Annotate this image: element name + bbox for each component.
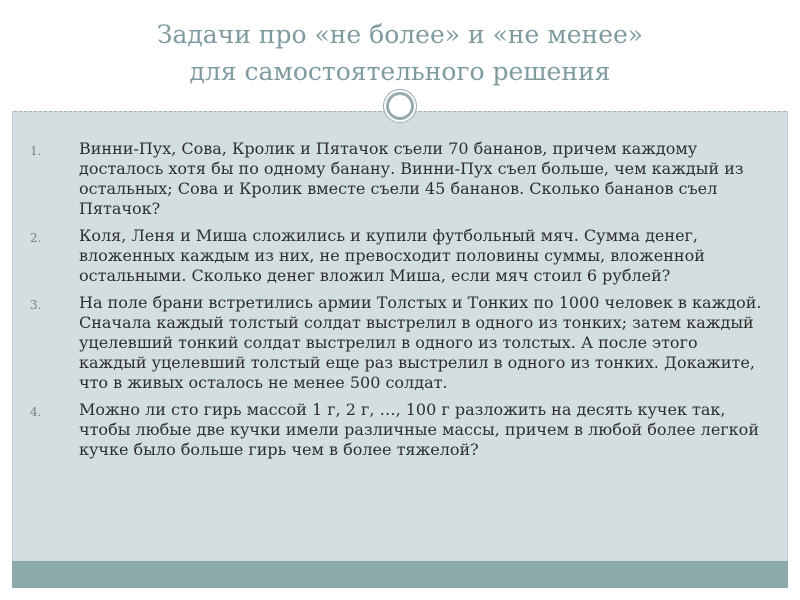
problem-text: На поле брани встретились армии Толстых и Тонких по 1000 человек в каждой. Сначала каждый толстый солдат выстрелил в одного из тонких; затем каждый уцелевший тонкий солдат выстрелил в одного из толстых. А после этого каждый уцелевший толстый еще раз выстрелил в одного из тонких. Докажите, что в живых осталось не менее 500 солдат. xyxy=(79,293,762,392)
problem-list xyxy=(30,139,770,467)
problem-item-1 xyxy=(30,139,770,219)
problem-number: 4. xyxy=(30,405,42,419)
problem-text: Коля, Леня и Миша сложились и купили футбольный мяч. Сумма денег, вложенных каждым из них, не превосходит половины суммы, вложенной остальными. Сколько денег вложил Миша, если мяч стоил 6 рублей? xyxy=(79,226,705,285)
problem-number: 3. xyxy=(30,298,42,312)
problem-text: Можно ли сто гирь массой 1 г, 2 г, …, 100 г разложить на десять кучек так, чтобы любые две кучки имели различные массы, причем в любой более легкой кучке было больше гирь чем в более тяжелой? xyxy=(79,400,759,459)
slide-title-line-1: Задачи про «не более» и «не менее» xyxy=(156,20,644,49)
slide-title xyxy=(12,16,788,90)
divider-circle-inner-icon xyxy=(386,92,414,120)
slide-title-line-2: для самостоятельного решения xyxy=(189,57,611,86)
footer-bar xyxy=(12,561,788,588)
problem-text: Винни-Пух, Сова, Кролик и Пятачок съели 70 бананов, причем каждому досталось хотя бы по одному банану. Винни-Пух съел больше, чем каждый из остальных; Сова и Кролик вместе съели 45 бананов. Сколько бананов съел Пятачок? xyxy=(79,139,744,218)
problem-item-3 xyxy=(30,293,770,393)
problem-item-2 xyxy=(30,226,770,286)
problem-item-4 xyxy=(30,400,770,460)
problem-number: 1. xyxy=(30,144,42,158)
problem-number: 2. xyxy=(30,231,42,245)
